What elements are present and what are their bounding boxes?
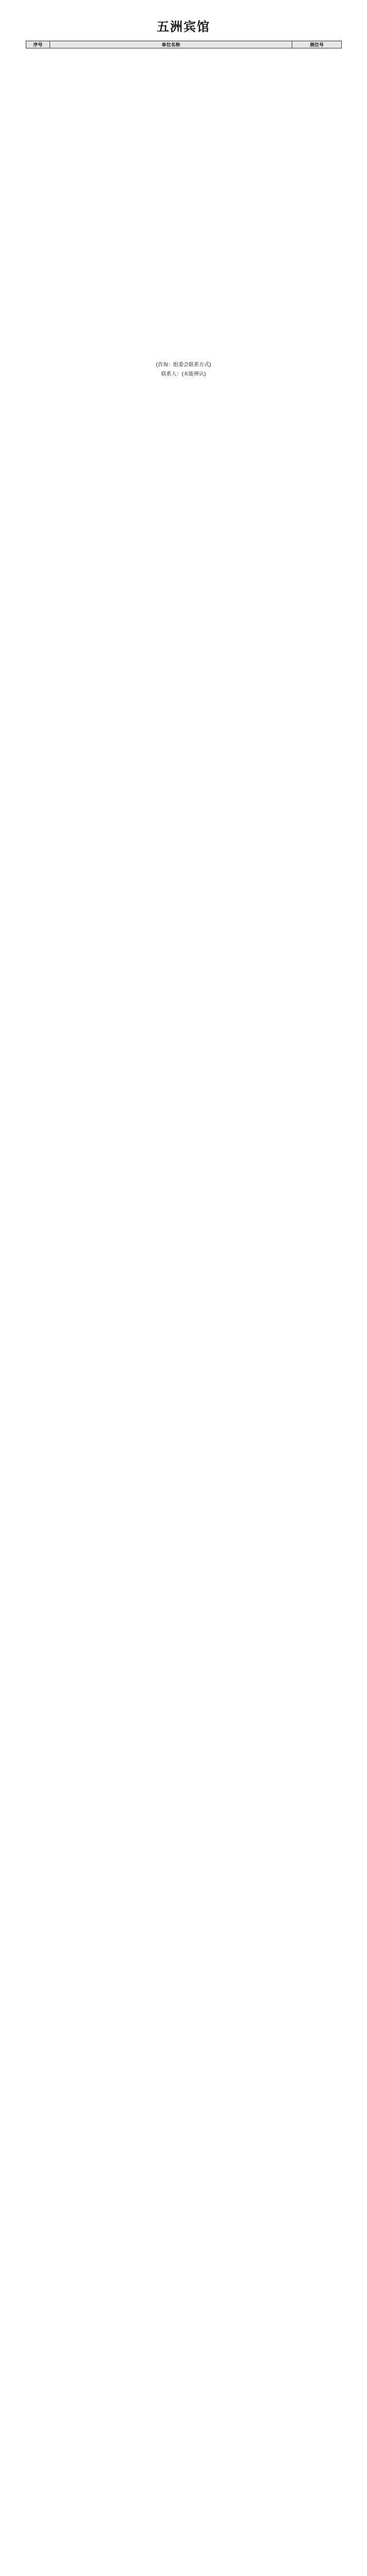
header-name: 单位名称 [50, 41, 292, 48]
footer-contact-person: 联系人：(未能辨认) [161, 371, 206, 377]
block-gap [26, 48, 341, 109]
footer [0, 361, 367, 379]
table-header-row [26, 41, 342, 48]
footer-contact-note: (咨询：组委会联系方式) [156, 362, 211, 368]
booth-list [26, 41, 341, 352]
page-title: 五洲宾馆 [157, 20, 210, 34]
header-no: 序号 [26, 41, 50, 48]
block-gap [26, 231, 341, 292]
booth-table [26, 41, 342, 48]
block-gap [26, 170, 341, 231]
header-booth: 展位号 [292, 41, 342, 48]
block-gap [26, 292, 341, 352]
block-gap [26, 109, 341, 170]
